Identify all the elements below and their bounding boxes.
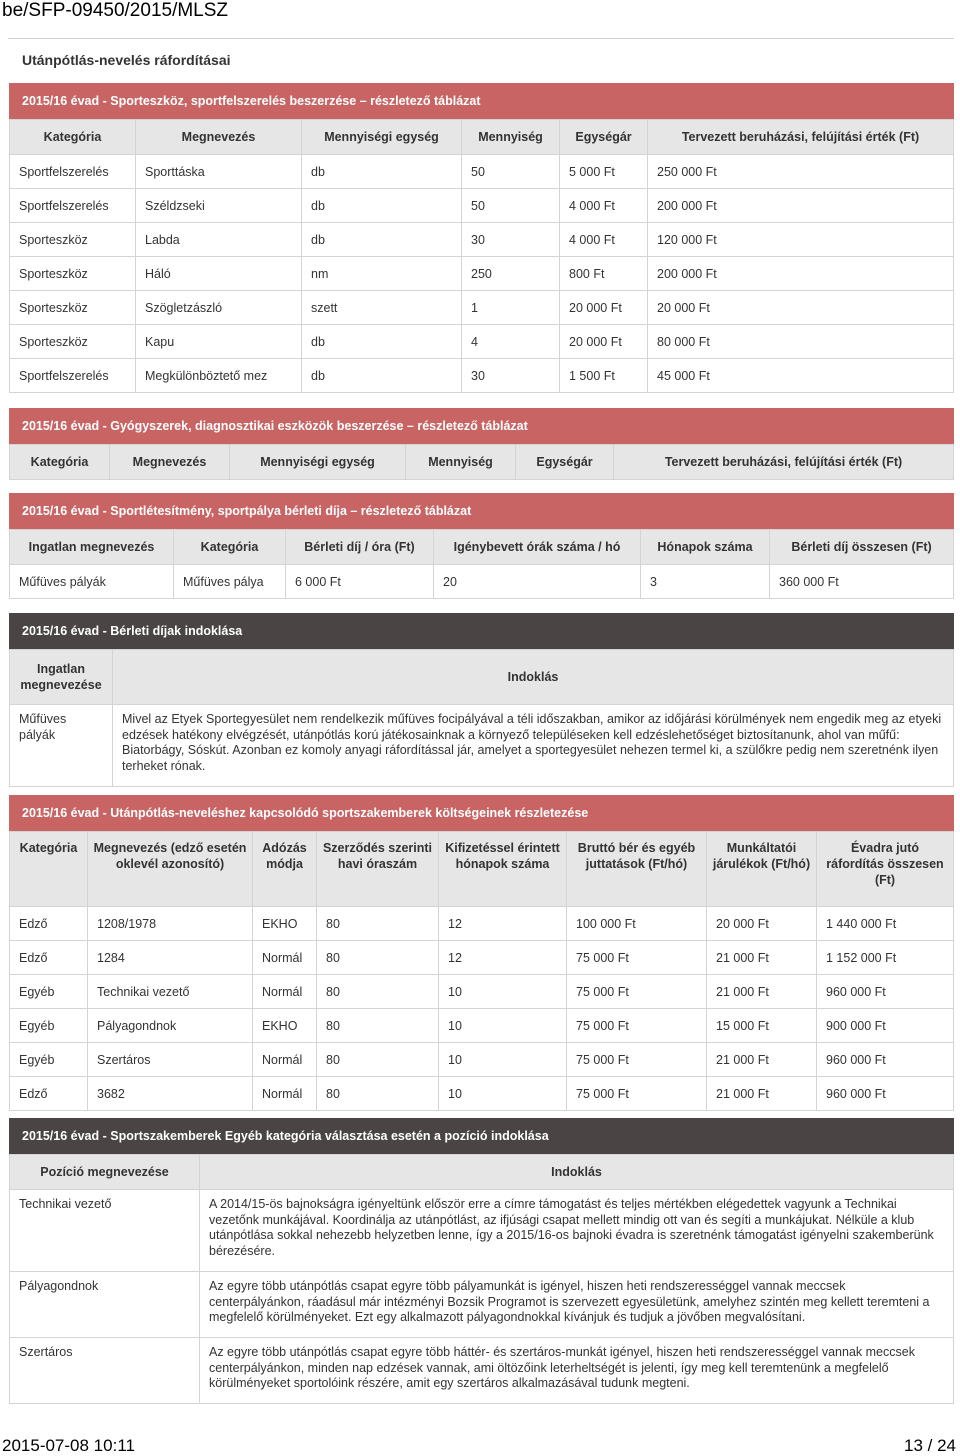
column-header: Bérleti díj / óra (Ft) bbox=[286, 530, 434, 565]
table-cell: 80 000 Ft bbox=[648, 325, 954, 359]
rent-justification-section bbox=[9, 613, 954, 787]
table-cell: Sportfelszerelés bbox=[10, 155, 136, 189]
table-cell: 80 bbox=[317, 1077, 439, 1111]
equipment-section bbox=[9, 83, 954, 393]
table-cell: 4 000 Ft bbox=[560, 223, 648, 257]
table-cell: 80 bbox=[317, 907, 439, 941]
table-cell: Az egyre több utánpótlás csapat egyre több háttér- és szertáros-munkát igényel, hiszen heti rendszerességgel vannak meccsek centerpályánkon, minden nap edzések vannak, ami öltözőink leterheltségét is jelenti, így meg kell teremtenünk a megfelelő körülményeket sportolóink részére, amit egy szertáros alkalmazásával tudunk megteni. bbox=[200, 1338, 954, 1404]
column-header: Indoklás bbox=[113, 650, 954, 705]
table-cell: Normál bbox=[253, 941, 317, 975]
column-header: Ingatlan megnevezése bbox=[10, 650, 113, 705]
table-cell: 4 bbox=[462, 325, 560, 359]
table-cell: 960 000 Ft bbox=[817, 1077, 954, 1111]
table-cell: 250 000 Ft bbox=[648, 155, 954, 189]
table-cell: 75 000 Ft bbox=[567, 1043, 707, 1077]
table-row bbox=[10, 1272, 954, 1338]
table-header-row bbox=[10, 832, 954, 907]
table-cell: Edző bbox=[10, 1077, 88, 1111]
column-header: Adózás módja bbox=[253, 832, 317, 907]
table-cell: 100 000 Ft bbox=[567, 907, 707, 941]
medicine-section-title: 2015/16 évad - Gyógyszerek, diagnosztikai eszközök beszerzése – részletező táblázat bbox=[9, 408, 954, 444]
column-header: Indoklás bbox=[200, 1155, 954, 1190]
column-header: Tervezett beruházási, felújítási érték (Ft) bbox=[648, 120, 954, 155]
column-header: Munkáltatói járulékok (Ft/hó) bbox=[707, 832, 817, 907]
table-cell: 250 bbox=[462, 257, 560, 291]
table-cell: Egyéb bbox=[10, 1043, 88, 1077]
table-cell: Egyéb bbox=[10, 975, 88, 1009]
table-cell: EKHO bbox=[253, 1009, 317, 1043]
table-cell: 50 bbox=[462, 189, 560, 223]
table-cell: 3682 bbox=[88, 1077, 253, 1111]
table-cell: 10 bbox=[439, 975, 567, 1009]
rent-justification-title: 2015/16 évad - Bérleti díjak indoklása bbox=[9, 613, 954, 649]
table-cell: Labda bbox=[136, 223, 302, 257]
table-cell: 20 000 Ft bbox=[560, 291, 648, 325]
page-number: 13 / 24 bbox=[904, 1436, 956, 1455]
column-header: Egységár bbox=[560, 120, 648, 155]
position-justification-table bbox=[9, 1154, 954, 1404]
table-cell: 1 500 Ft bbox=[560, 359, 648, 393]
table-row bbox=[10, 1009, 954, 1043]
table-cell: 21 000 Ft bbox=[707, 1077, 817, 1111]
table-cell: 12 bbox=[439, 941, 567, 975]
column-header: Kategória bbox=[174, 530, 286, 565]
table-row bbox=[10, 1077, 954, 1111]
table-cell: 1 152 000 Ft bbox=[817, 941, 954, 975]
table-cell: Az egyre több utánpótlás csapat egyre több pályamunkát is igényel, hiszen heti rendszerességgel vannak meccsek centerpályánkon, ráadásul már intézményi Bozsik Programot is szervezett egyesületünk, amelyhez szintén meg kellett teremteni a megfelelő körülményeket. Ezt egy alkalmazott pályagondnokkal kívánjuk és tudjuk a jövőben megvalósítani. bbox=[200, 1272, 954, 1338]
table-row bbox=[10, 1190, 954, 1272]
table-cell: 960 000 Ft bbox=[817, 1043, 954, 1077]
table-row bbox=[10, 1338, 954, 1404]
table-cell: 960 000 Ft bbox=[817, 975, 954, 1009]
table-cell: 20 000 Ft bbox=[560, 325, 648, 359]
column-header: Bérleti díj összesen (Ft) bbox=[770, 530, 954, 565]
staff-costs-table bbox=[9, 831, 954, 1111]
table-cell: 45 000 Ft bbox=[648, 359, 954, 393]
table-cell: Sportfelszerelés bbox=[10, 189, 136, 223]
column-header: Bruttó bér és egyéb juttatások (Ft/hó) bbox=[567, 832, 707, 907]
table-row bbox=[10, 291, 954, 325]
table-cell: 75 000 Ft bbox=[567, 1009, 707, 1043]
table-cell: Szertáros bbox=[10, 1338, 200, 1404]
rent-section-title: 2015/16 évad - Sportlétesítmény, sportpálya bérleti díja – részletező táblázat bbox=[9, 493, 954, 529]
column-header: Évadra jutó ráfordítás összesen (Ft) bbox=[817, 832, 954, 907]
column-header: Tervezett beruházási, felújítási érték (Ft) bbox=[614, 445, 954, 480]
table-cell: 1 440 000 Ft bbox=[817, 907, 954, 941]
table-row bbox=[10, 189, 954, 223]
table-cell: Technikai vezető bbox=[10, 1190, 200, 1272]
table-header-row bbox=[10, 1155, 954, 1190]
table-row bbox=[10, 1043, 954, 1077]
table-cell: db bbox=[302, 155, 462, 189]
column-header: Megnevezés bbox=[136, 120, 302, 155]
table-cell: Edző bbox=[10, 907, 88, 941]
page-frame-line bbox=[8, 38, 954, 39]
equipment-section-title: 2015/16 évad - Sporteszköz, sportfelszerelés beszerzése – részletező táblázat bbox=[9, 83, 954, 119]
table-row bbox=[10, 565, 954, 599]
column-header: Mennyiség bbox=[462, 120, 560, 155]
table-cell: szett bbox=[302, 291, 462, 325]
table-cell: Pályagondnok bbox=[88, 1009, 253, 1043]
table-cell: 21 000 Ft bbox=[707, 1043, 817, 1077]
position-justification-title: 2015/16 évad - Sportszakemberek Egyéb kategória választása esetén a pozíció indoklása bbox=[9, 1118, 954, 1154]
table-cell: 50 bbox=[462, 155, 560, 189]
column-header: Kategória bbox=[10, 445, 110, 480]
table-row bbox=[10, 155, 954, 189]
equipment-table bbox=[9, 119, 954, 393]
table-cell: Mivel az Etyek Sportegyesület nem rendelkezik műfüves focipályával a téli időszakban, amikor az időjárási körülmények nem engedik meg az etyeki edzések hatékony elvégzését, utánpótlás korú játékosainknak a környező településeken kell edzéslehetőséget biztosítanunk, ahol van műfű: Biatorbágy, Sóskút. Azonban ez komoly anyagi ráfordítással jár, amelyet a sportegyesület nehezen termel ki, a szülőkre pedig nem szeretnénk ilyen terheket rónak. bbox=[113, 705, 954, 787]
table-cell: 75 000 Ft bbox=[567, 941, 707, 975]
position-justification-section bbox=[9, 1118, 954, 1404]
table-row bbox=[10, 975, 954, 1009]
table-cell: Sporteszköz bbox=[10, 325, 136, 359]
table-cell: 21 000 Ft bbox=[707, 941, 817, 975]
column-header: Pozíció megnevezése bbox=[10, 1155, 200, 1190]
column-header: Mennyiségi egység bbox=[302, 120, 462, 155]
table-cell: Sportfelszerelés bbox=[10, 359, 136, 393]
table-cell: Műfüves pálya bbox=[174, 565, 286, 599]
column-header: Kategória bbox=[10, 832, 88, 907]
table-header-row bbox=[10, 650, 954, 705]
column-header: Ingatlan megnevezés bbox=[10, 530, 174, 565]
table-cell: 20 bbox=[434, 565, 641, 599]
document-id: be/SFP-09450/2015/MLSZ bbox=[2, 0, 229, 21]
table-header-row bbox=[10, 120, 954, 155]
table-cell: 12 bbox=[439, 907, 567, 941]
table-cell: Műfüves pályák bbox=[10, 565, 174, 599]
table-cell: 5 000 Ft bbox=[560, 155, 648, 189]
table-cell: 30 bbox=[462, 223, 560, 257]
rent-section bbox=[9, 493, 954, 599]
table-cell: 1 bbox=[462, 291, 560, 325]
table-row bbox=[10, 257, 954, 291]
column-header: Megnevezés bbox=[110, 445, 230, 480]
table-cell: EKHO bbox=[253, 907, 317, 941]
staff-costs-title: 2015/16 évad - Utánpótlás-neveléshez kapcsolódó sportszakemberek költségeinek részletezése bbox=[9, 795, 954, 831]
table-cell: Szögletzászló bbox=[136, 291, 302, 325]
table-cell: 80 bbox=[317, 941, 439, 975]
table-cell: 75 000 Ft bbox=[567, 975, 707, 1009]
table-cell: Sporteszköz bbox=[10, 223, 136, 257]
table-cell: 80 bbox=[317, 1043, 439, 1077]
table-cell: 1284 bbox=[88, 941, 253, 975]
table-cell: Normál bbox=[253, 1043, 317, 1077]
table-cell: Kapu bbox=[136, 325, 302, 359]
table-cell: A 2014/15-ös bajnokságra igényeltünk először erre a címre támogatást és teljes mértékben elégedettek vagyunk a Technikai vezetőnk munkájával. Koordinálja az utánpótlást, az ifjúsági csapat mellett mindig ott van és segíti a munkájukat. Nélküle a klub utánpótlása sokkal nehezebb helyzetben lenne, így a 2015/16-os bajnoki évadra is szeretnénk támogatást igényelni szakemberünk bérezésére. bbox=[200, 1190, 954, 1272]
column-header: Megnevezés (edző esetén oklevél azonosító) bbox=[88, 832, 253, 907]
table-cell: 6 000 Ft bbox=[286, 565, 434, 599]
table-cell: Háló bbox=[136, 257, 302, 291]
column-header: Egységár bbox=[516, 445, 614, 480]
table-cell: Széldzseki bbox=[136, 189, 302, 223]
column-header: Kifizetéssel érintett hónapok száma bbox=[439, 832, 567, 907]
table-row bbox=[10, 359, 954, 393]
table-row bbox=[10, 325, 954, 359]
table-cell: 4 000 Ft bbox=[560, 189, 648, 223]
table-cell: 900 000 Ft bbox=[817, 1009, 954, 1043]
table-row bbox=[10, 907, 954, 941]
table-cell: db bbox=[302, 223, 462, 257]
column-header: Kategória bbox=[10, 120, 136, 155]
table-cell: 20 000 Ft bbox=[707, 907, 817, 941]
footer-date: 2015-07-08 10:11 bbox=[2, 1436, 135, 1455]
table-cell: 80 bbox=[317, 975, 439, 1009]
table-row bbox=[10, 941, 954, 975]
table-cell: 20 000 Ft bbox=[648, 291, 954, 325]
table-cell: nm bbox=[302, 257, 462, 291]
column-header: Szerződés szerinti havi óraszám bbox=[317, 832, 439, 907]
table-cell: 10 bbox=[439, 1043, 567, 1077]
column-header: Mennyiség bbox=[406, 445, 516, 480]
table-cell: Sporteszköz bbox=[10, 257, 136, 291]
table-cell: Sporteszköz bbox=[10, 291, 136, 325]
table-cell: Műfüves pályák bbox=[10, 705, 113, 787]
table-cell: Megkülönböztető mez bbox=[136, 359, 302, 393]
rent-table bbox=[9, 529, 954, 599]
table-header-row bbox=[10, 530, 954, 565]
table-cell: db bbox=[302, 189, 462, 223]
table-cell: Normál bbox=[253, 975, 317, 1009]
column-header: Hónapok száma bbox=[641, 530, 770, 565]
table-cell: 1208/1978 bbox=[88, 907, 253, 941]
table-cell: 75 000 Ft bbox=[567, 1077, 707, 1111]
table-cell: 30 bbox=[462, 359, 560, 393]
table-cell: 800 Ft bbox=[560, 257, 648, 291]
table-row bbox=[10, 223, 954, 257]
table-cell: 15 000 Ft bbox=[707, 1009, 817, 1043]
rent-justification-table bbox=[9, 649, 954, 787]
column-header: Igénybevett órák száma / hó bbox=[434, 530, 641, 565]
medicine-section bbox=[9, 408, 954, 480]
staff-costs-section bbox=[9, 795, 954, 1111]
table-cell: Normál bbox=[253, 1077, 317, 1111]
table-cell: 21 000 Ft bbox=[707, 975, 817, 1009]
page-title: Utánpótlás-nevelés ráfordításai bbox=[22, 52, 231, 68]
table-cell: 120 000 Ft bbox=[648, 223, 954, 257]
table-cell: 10 bbox=[439, 1009, 567, 1043]
table-cell: 3 bbox=[641, 565, 770, 599]
table-cell: Pályagondnok bbox=[10, 1272, 200, 1338]
table-cell: db bbox=[302, 359, 462, 393]
table-cell: Edző bbox=[10, 941, 88, 975]
medicine-table bbox=[9, 444, 954, 480]
table-cell: Egyéb bbox=[10, 1009, 88, 1043]
table-cell: 80 bbox=[317, 1009, 439, 1043]
table-cell: db bbox=[302, 325, 462, 359]
table-cell: 360 000 Ft bbox=[770, 565, 954, 599]
table-cell: Sporttáska bbox=[136, 155, 302, 189]
table-cell: 200 000 Ft bbox=[648, 257, 954, 291]
table-cell: Technikai vezető bbox=[88, 975, 253, 1009]
table-header-row bbox=[10, 445, 954, 480]
table-cell: 10 bbox=[439, 1077, 567, 1111]
table-row bbox=[10, 705, 954, 787]
table-cell: Szertáros bbox=[88, 1043, 253, 1077]
table-cell: 200 000 Ft bbox=[648, 189, 954, 223]
column-header: Mennyiségi egység bbox=[230, 445, 406, 480]
